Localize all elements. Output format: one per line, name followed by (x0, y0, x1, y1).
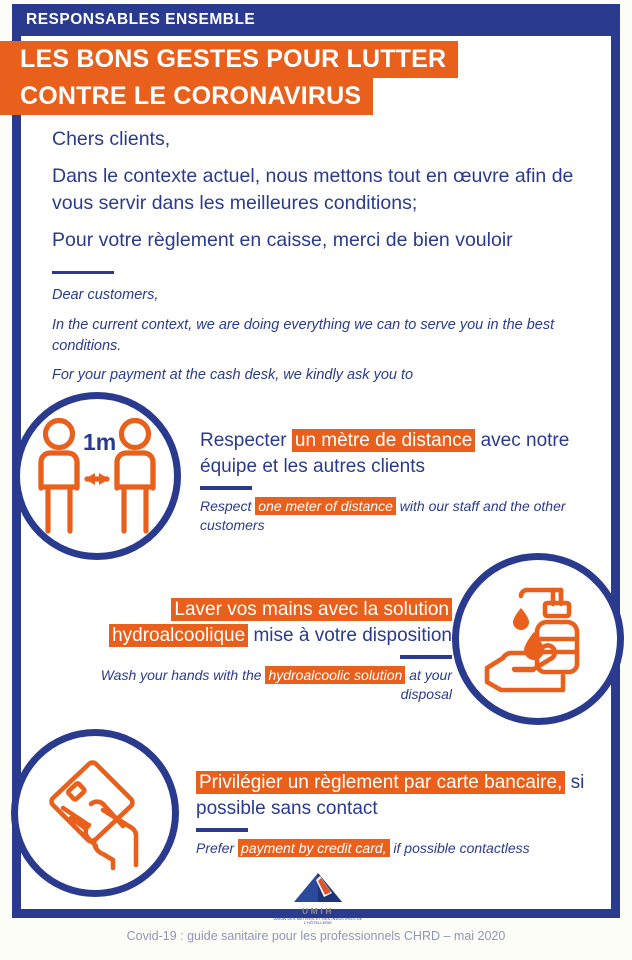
poster-title (0, 41, 632, 115)
social-distancing-icon (13, 392, 181, 560)
item-2-fr-highlight: Laver vos mains avec la solution hydroalcoolique (109, 598, 452, 647)
intro-en-line-3: For your payment at the cash desk, we kindly ask you to (52, 367, 414, 384)
item-3-english (196, 839, 616, 858)
item-2-divider (400, 655, 452, 659)
intro-block (52, 126, 592, 386)
intro-french (52, 126, 592, 255)
item-2-en-post: at your disposal (400, 666, 452, 703)
item-3-fr-highlight: Privilégier un règlement par carte bancaire, (196, 771, 565, 794)
social-distancing-glyph (31, 415, 163, 537)
item-3-en-highlight: payment by credit card, (238, 839, 390, 857)
item-1-english (200, 497, 600, 536)
footer-caption: Covid-19 : guide sanitaire pour les professionnels CHRD – mai 2020 (126, 929, 506, 943)
umih-logo (272, 871, 364, 926)
item-3-en-pre: Prefer (196, 839, 239, 856)
item-1-fr-post: avec notre équipe et les autres clients (200, 430, 570, 477)
item-2-en-highlight: hydroalcoolic solution (265, 666, 405, 684)
item-1-fr-highlight: un mètre de distance (292, 429, 475, 452)
item-hand-washing (48, 597, 452, 704)
title-line-1: LES BONS GESTES POUR LUTTER (0, 41, 458, 78)
item-1-en-highlight: one meter of distance (255, 497, 396, 515)
intro-en-line-1: Dear customers, (52, 287, 159, 304)
umih-logo-subtitle: UNION DES MÉTIERS ET DES INDUSTRIES DE L'HÔTELLERIE (273, 917, 363, 926)
intro-english (52, 285, 592, 386)
item-3-divider (196, 828, 248, 832)
item-1-divider (200, 486, 252, 490)
title-line-2: CONTRE LE CORONAVIRUS (0, 78, 373, 115)
item-3-en-post: if possible contactless (389, 839, 530, 856)
item-1-en-pre: Respect (200, 497, 256, 514)
intro-fr-line-3: Pour votre règlement en caisse, merci de bien vouloir (52, 229, 513, 252)
item-1-french (200, 428, 600, 479)
credit-card-hand-icon (11, 729, 179, 897)
item-1-en-post: with our staff and the other customers (200, 497, 566, 534)
intro-fr-line-1: Chers clients, (52, 128, 171, 150)
item-3-fr-post: si possible sans contact (196, 772, 585, 819)
umih-logo-mark (288, 871, 348, 905)
item-2-fr-post: mise à votre disposition (248, 624, 452, 646)
item-2-en-pre: Wash your hands with the (100, 666, 266, 683)
distance-meter-label: 1m (83, 429, 117, 455)
hand-sanitizer-icon (452, 553, 624, 725)
header-label: RESPONSABLES ENSEMBLE (26, 11, 256, 28)
item-social-distancing (200, 428, 600, 535)
credit-card-hand-glyph (31, 752, 159, 874)
intro-en-line-2: In the current context, we are doing everything we can to serve you in the best conditions. (52, 316, 555, 354)
hand-sanitizer-glyph (475, 577, 601, 701)
distance-arrow (85, 473, 109, 485)
intro-fr-line-2: Dans le contexte actuel, nous mettons tout en œuvre afin de vous servir dans les meilleures conditions; (52, 164, 574, 215)
umih-logo-name: UMIH (301, 906, 335, 916)
item-1-fr-pre: Respecter (200, 430, 292, 451)
item-2-french (48, 597, 452, 648)
item-2-english (48, 666, 452, 705)
item-3-french (196, 770, 616, 821)
item-card-payment (196, 770, 616, 858)
intro-divider (52, 271, 114, 275)
